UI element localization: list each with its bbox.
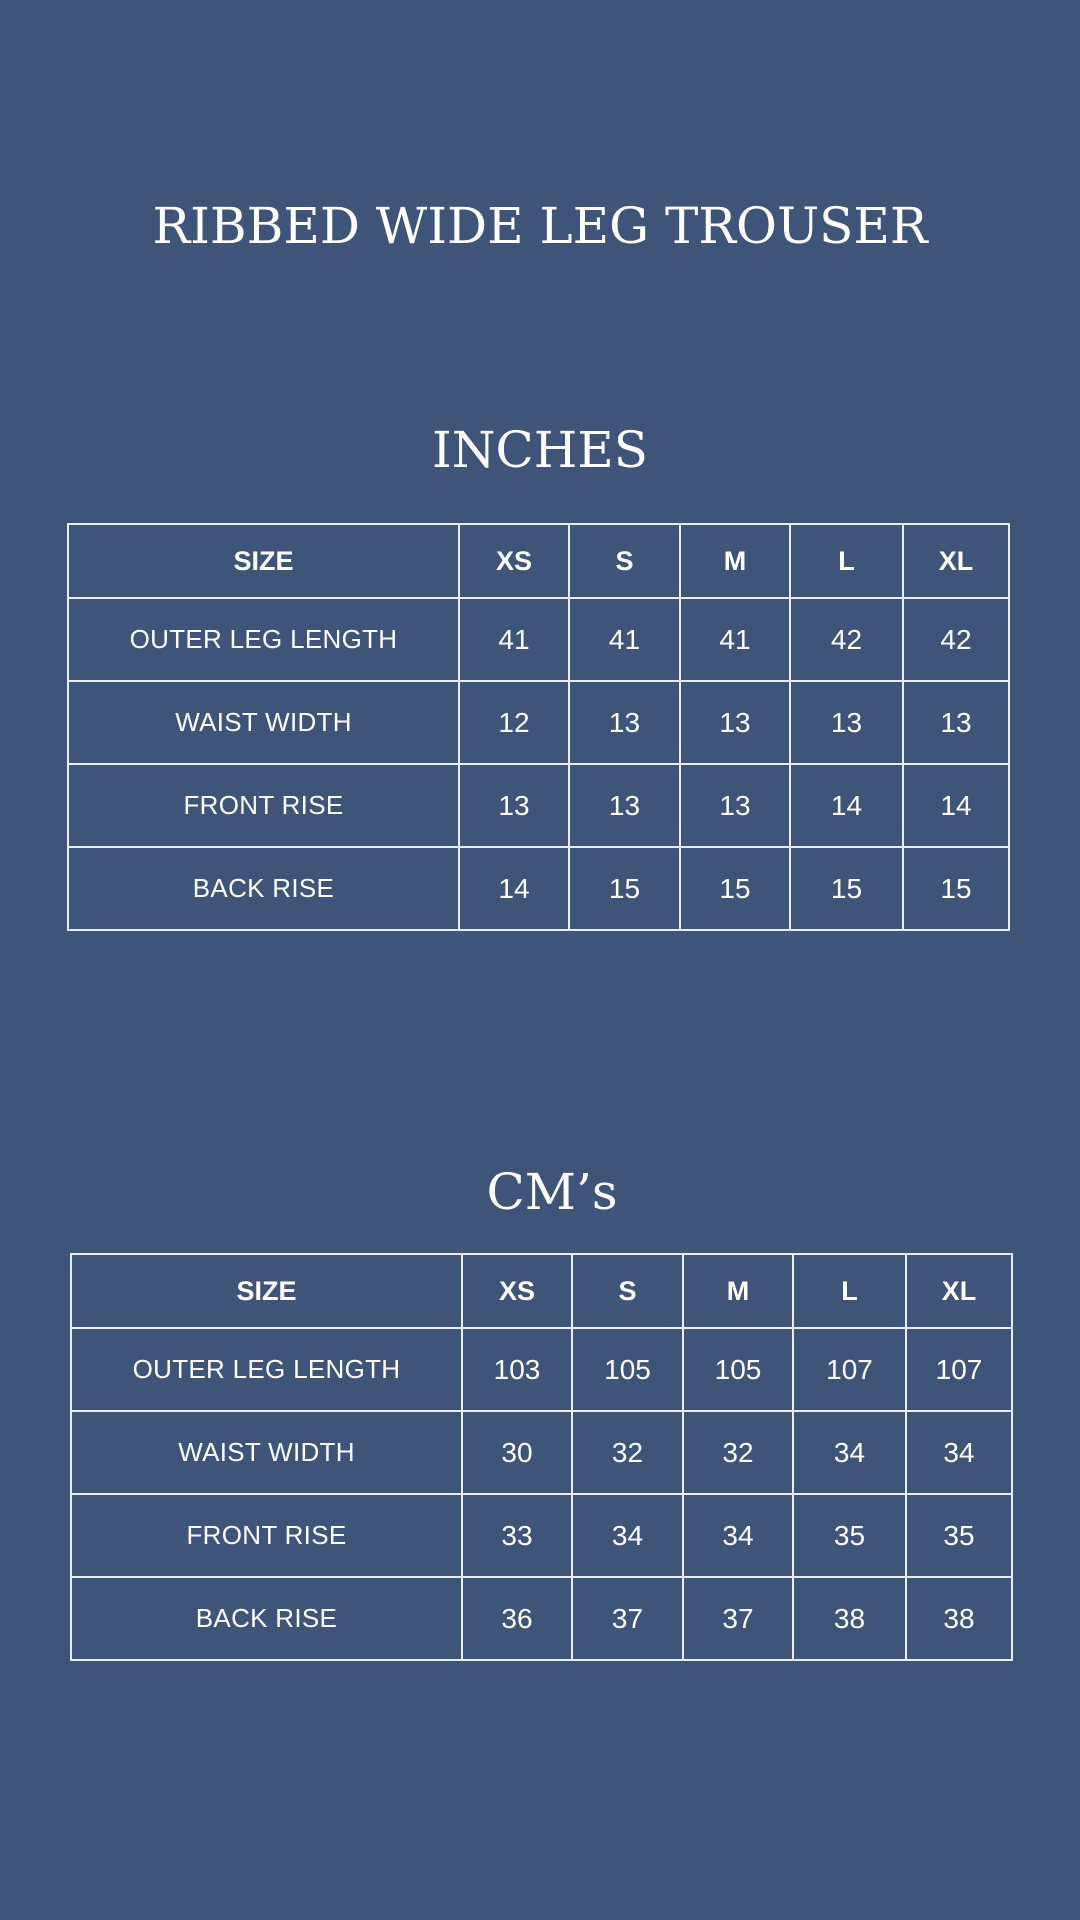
measurement-value: 13 [903, 681, 1009, 764]
table-header-row [68, 524, 1009, 598]
measurement-value: 13 [680, 764, 790, 847]
measurement-value: 107 [906, 1328, 1012, 1411]
size-header-l: L [793, 1254, 906, 1328]
page-title: RIBBED WIDE LEG TROUSER [152, 197, 928, 255]
measurement-value: 32 [683, 1411, 793, 1494]
measurement-value: 34 [683, 1494, 793, 1577]
measurement-value: 13 [459, 764, 569, 847]
measurement-label: BACK RISE [71, 1577, 462, 1660]
measurement-value: 34 [572, 1494, 683, 1577]
cms-heading: CM’s [486, 1163, 618, 1221]
measurement-value: 14 [903, 764, 1009, 847]
size-header-xs: XS [462, 1254, 572, 1328]
measurement-value: 41 [569, 598, 680, 681]
size-header-l: L [790, 524, 903, 598]
table-row [71, 1494, 1012, 1577]
size-header-s: S [572, 1254, 683, 1328]
measurement-value: 13 [569, 764, 680, 847]
measurement-value: 32 [572, 1411, 683, 1494]
measurement-value: 37 [683, 1577, 793, 1660]
measurement-label: FRONT RISE [71, 1494, 462, 1577]
measurement-value: 37 [572, 1577, 683, 1660]
table-row [71, 1328, 1012, 1411]
measurement-value: 13 [790, 681, 903, 764]
measurement-value: 15 [680, 847, 790, 930]
measurement-value: 107 [793, 1328, 906, 1411]
size-column-header: SIZE [68, 524, 459, 598]
measurement-value: 13 [680, 681, 790, 764]
size-header-m: M [683, 1254, 793, 1328]
measurement-value: 105 [572, 1328, 683, 1411]
measurement-value: 15 [790, 847, 903, 930]
measurement-label: FRONT RISE [68, 764, 459, 847]
measurement-value: 41 [459, 598, 569, 681]
measurement-value: 36 [462, 1577, 572, 1660]
measurement-value: 33 [462, 1494, 572, 1577]
measurement-label: BACK RISE [68, 847, 459, 930]
table-row [68, 598, 1009, 681]
inches-heading: INCHES [431, 421, 649, 479]
size-header-s: S [569, 524, 680, 598]
table-row [68, 847, 1009, 930]
table-row [68, 764, 1009, 847]
measurement-label: WAIST WIDTH [71, 1411, 462, 1494]
measurement-value: 38 [906, 1577, 1012, 1660]
measurement-label: OUTER LEG LENGTH [71, 1328, 462, 1411]
measurement-value: 30 [462, 1411, 572, 1494]
measurement-value: 14 [790, 764, 903, 847]
measurement-value: 35 [906, 1494, 1012, 1577]
measurement-value: 38 [793, 1577, 906, 1660]
measurement-value: 103 [462, 1328, 572, 1411]
measurement-label: OUTER LEG LENGTH [68, 598, 459, 681]
measurement-label: WAIST WIDTH [68, 681, 459, 764]
measurement-value: 42 [790, 598, 903, 681]
measurement-value: 34 [906, 1411, 1012, 1494]
measurement-value: 12 [459, 681, 569, 764]
measurement-value: 34 [793, 1411, 906, 1494]
measurement-value: 41 [680, 598, 790, 681]
table-row [68, 681, 1009, 764]
table-header-row [71, 1254, 1012, 1328]
size-header-m: M [680, 524, 790, 598]
cms-size-table [70, 1253, 1013, 1661]
size-header-xl: XL [906, 1254, 1012, 1328]
measurement-value: 105 [683, 1328, 793, 1411]
measurement-value: 14 [459, 847, 569, 930]
size-header-xl: XL [903, 524, 1009, 598]
table-row [71, 1411, 1012, 1494]
measurement-value: 15 [569, 847, 680, 930]
measurement-value: 42 [903, 598, 1009, 681]
size-column-header: SIZE [71, 1254, 462, 1328]
size-header-xs: XS [459, 524, 569, 598]
measurement-value: 15 [903, 847, 1009, 930]
table-row [71, 1577, 1012, 1660]
measurement-value: 35 [793, 1494, 906, 1577]
inches-size-table [67, 523, 1010, 931]
measurement-value: 13 [569, 681, 680, 764]
